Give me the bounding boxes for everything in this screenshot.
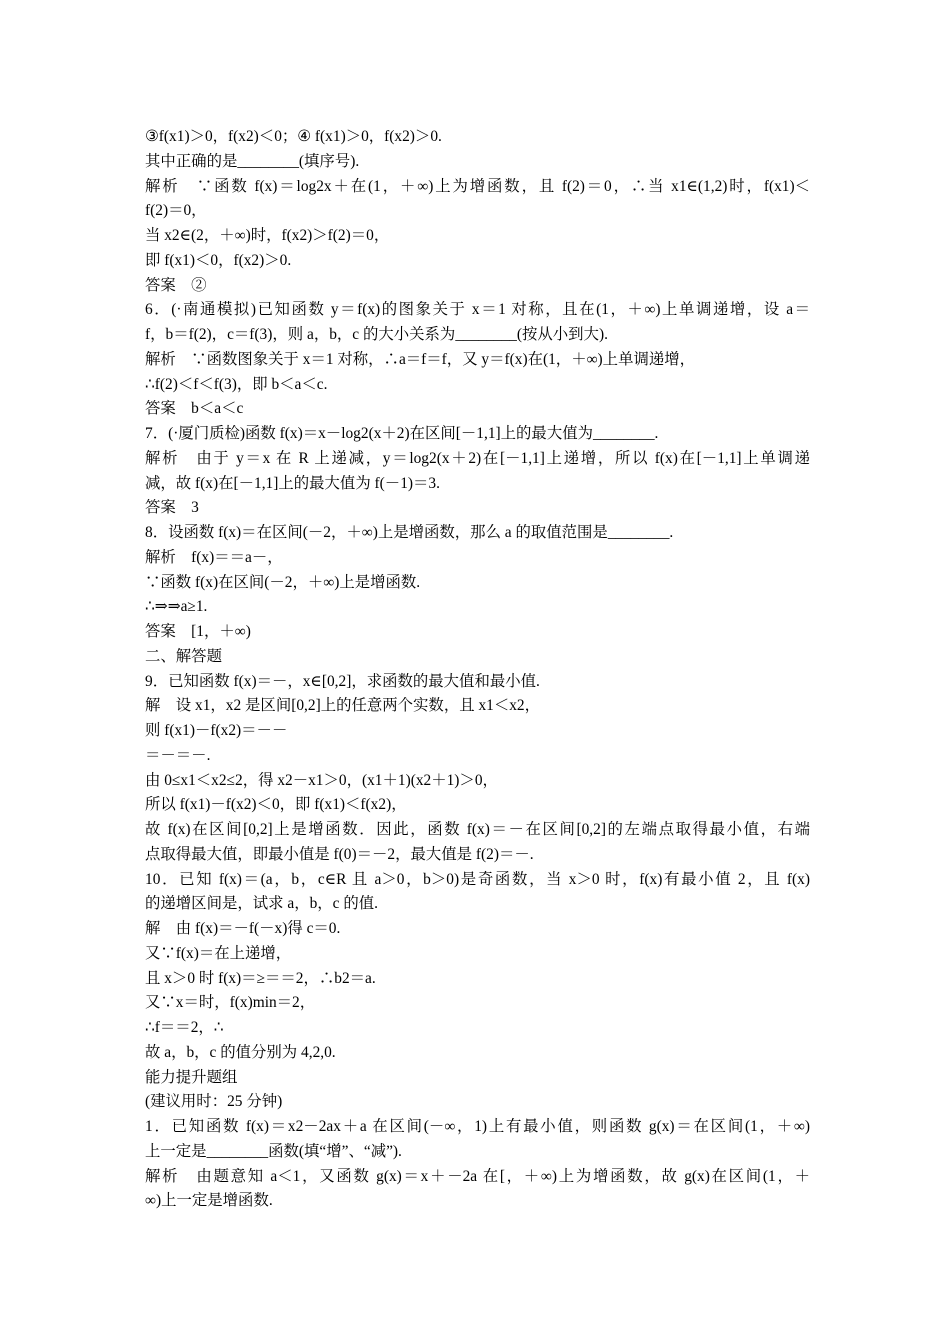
text-line: f，b＝f(2)，c＝f(3)，则 a，b，c 的大小关系为________(按从小到大). — [145, 326, 608, 343]
text-line: 由 0≤x1＜x2≤2，得 x2－x1＞0，(x1＋1)(x2＋1)＞0， — [145, 771, 498, 789]
answer-line: 答案 3 — [145, 499, 199, 517]
text-line: 解析 ∵函数图象关于 x＝1 对称，∴a＝f＝f，又 y＝f(x)在(1，＋∞)上单调递增， — [145, 350, 696, 368]
document-page — [145, 125, 810, 1214]
section-heading: 能力提升题组 — [145, 1068, 238, 1086]
question-line: 9．已知函数 f(x)＝－，x∈[0,2]，求函数的最大值和最小值. — [145, 672, 540, 690]
text-line: 则 f(x1)－f(x2)＝－－ — [145, 722, 288, 739]
question-line: 7．(·厦门质检)函数 f(x)＝x－log2(x＋2)在区间[－1,1]上的最大值为________. — [145, 425, 659, 442]
text-line: 解 设 x1，x2 是区间[0,2]上的任意两个实数，且 x1＜x2， — [145, 697, 541, 715]
answer-line: 答案 [1，＋∞) — [145, 623, 251, 640]
text-line: 解析 f(x)＝＝a－， — [145, 548, 283, 566]
text-line: 故 f(x)在区间[0,2]上是增函数．因此，函数 f(x)＝－在区间[0,2]的左端点取得最小值，右端 — [145, 821, 810, 838]
text-line: ③f(x1)＞0，f(x2)＜0；④ f(x1)＞0，f(x2)＞0. — [145, 128, 442, 145]
text-line: 其中正确的是________(填序号). — [145, 152, 360, 170]
text-line: ∴f(2)＜f＜f(3)，即 b＜a＜c. — [145, 375, 328, 393]
text-line: f(2)＝0， — [145, 202, 207, 220]
text-line: 解析 ∵函数 f(x)＝log2x＋在(1，＋∞)上为增函数，且 f(2)＝0，∴当 x1∈(1,2)时，f(x1)＜ — [145, 177, 810, 195]
text-line: ∴⇒⇒a≥1. — [145, 598, 208, 616]
text-line: 的递增区间是，试求 a，b，c 的值. — [145, 895, 378, 913]
question-line: 6．(·南通模拟)已知函数 y＝f(x)的图象关于 x＝1 对称，且在(1，＋∞)上单调递增，设 a＝ — [145, 301, 810, 319]
text-line: ∵函数 f(x)在区间(－2，＋∞)上是增函数. — [145, 573, 421, 591]
question-line: 1．已知函数 f(x)＝x2－2ax＋a 在区间(－∞，1)上有最小值，则函数 g(x)＝在区间(1，＋∞) — [145, 1118, 810, 1135]
text-line: 解 由 f(x)＝－f(－x)得 c＝0. — [145, 920, 341, 937]
text-line: 点取得最大值，即最小值是 f(0)＝－2，最大值是 f(2)＝－. — [145, 845, 534, 863]
text-line: 解析 由题意知 a＜1，又函数 g(x)＝x＋－2a 在[，＋∞)上为增函数，故 g(x)在区间(1，＋ — [145, 1167, 810, 1185]
text-line: 上一定是________函数(填“增”、“减”). — [145, 1142, 402, 1160]
text-line: 又∵f(x)＝在上递增， — [145, 944, 292, 962]
text-line: 即 f(x1)＜0，f(x2)＞0. — [145, 251, 292, 269]
text-line: 减，故 f(x)在[－1,1]上的最大值为 f(－1)＝3. — [145, 474, 440, 492]
text-line: 所以 f(x1)－f(x2)＜0，即 f(x1)＜f(x2)， — [145, 796, 407, 814]
text-line: ＝－＝－. — [145, 746, 211, 764]
text-line: ∴f＝＝2，∴ — [145, 1019, 224, 1036]
text-line: 又∵x＝时，f(x)min＝2， — [145, 994, 316, 1012]
answer-line: 答案 ② — [145, 276, 207, 294]
text-line: 当 x2∈(2，＋∞)时，f(x2)＞f(2)＝0， — [145, 227, 390, 244]
question-line: 10．已知 f(x)＝(a，b，c∈R 且 a＞0，b＞0)是奇函数，当 x＞0 时，f(x)有最小值 2，且 f(x) — [145, 870, 810, 888]
text-line: 解析 由于 y＝x 在 R 上递减，y＝log2(x＋2)在[－1,1]上递增，所以 f(x)在[－1,1]上单调递 — [145, 449, 810, 467]
text-line: 故 a，b，c 的值分别为 4,2,0. — [145, 1043, 336, 1061]
answer-line: 答案 b＜a＜c — [145, 400, 244, 418]
section-heading: 二、解答题 — [145, 647, 222, 665]
text-line: 且 x＞0 时 f(x)＝≥＝＝2，∴b2＝a. — [145, 969, 376, 987]
question-line: 8．设函数 f(x)＝在区间(－2，＋∞)上是增函数，那么 a 的取值范围是________. — [145, 524, 674, 541]
text-line: (建议用时：25 分钟) — [145, 1093, 283, 1111]
text-line: ∞)上一定是增函数. — [145, 1192, 273, 1210]
